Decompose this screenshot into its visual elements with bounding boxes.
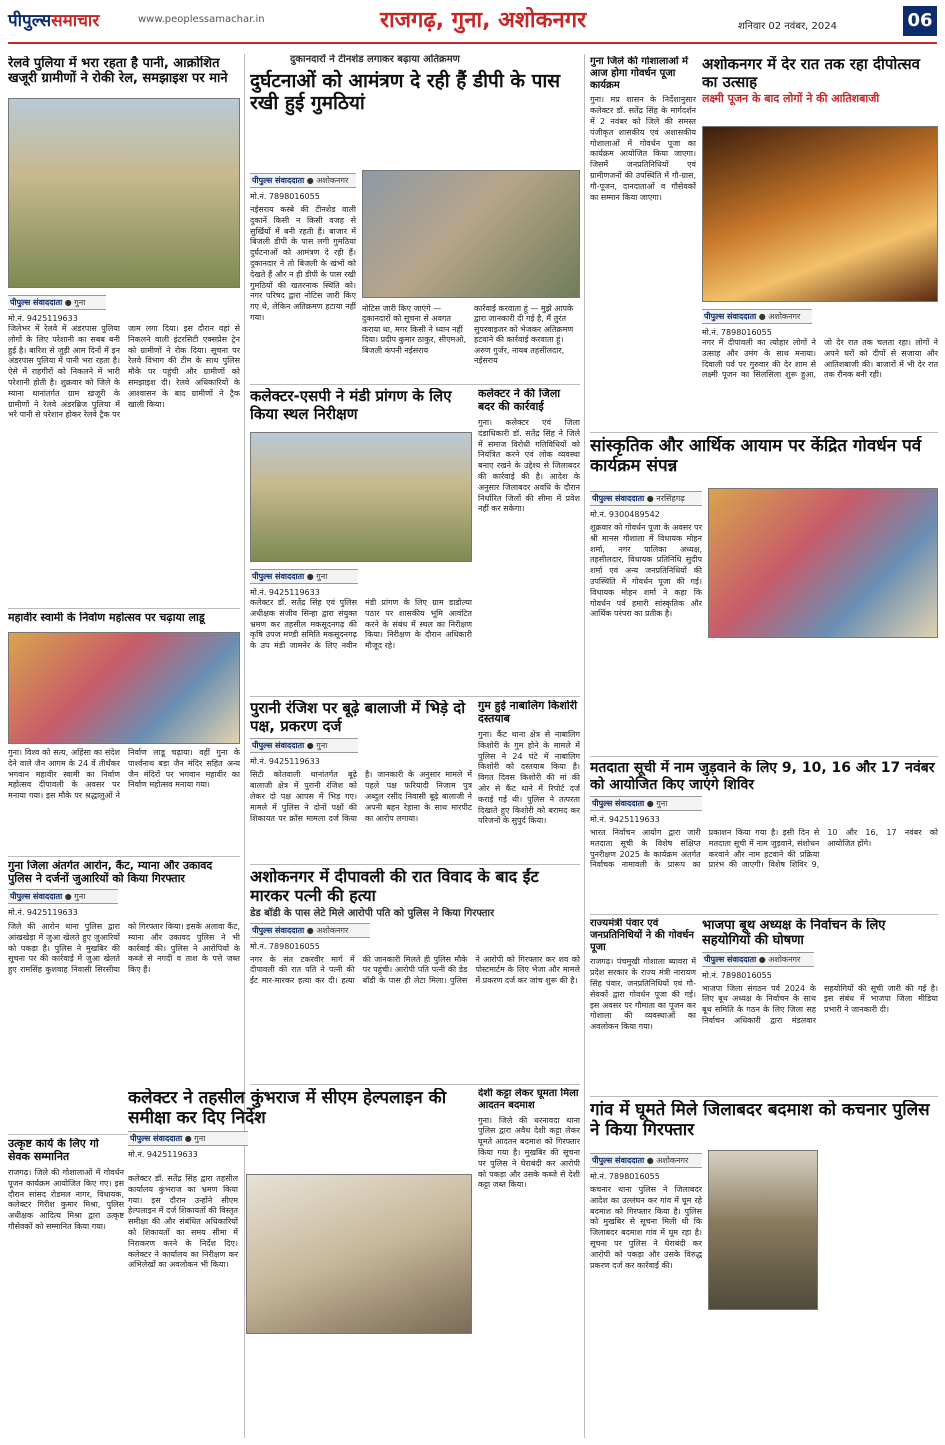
headline: गुम हुई नाबालिग किशोरी दस्तयाब	[478, 700, 578, 725]
article-collector-mandi[interactable]	[250, 388, 472, 692]
headline: राज्यमंत्री पंवार एवं जनप्रतिनिधियों ने की गोवर्धन पूजा	[590, 918, 694, 953]
byline-place: गुना	[194, 1134, 206, 1144]
logo-accent: समाचार	[51, 11, 100, 31]
byline: पीपुल्स संवाददाता ● गुना	[8, 889, 118, 904]
headline: अशोकनगर में दीपावली की रात विवाद के बाद ईंट मारकर पत्नी की हत्या	[250, 868, 539, 905]
divider	[250, 1084, 580, 1085]
article-body: जिलेभर में रेलवे में अंडरपास पुलिया लोगों के लिए परेशानी का सबब बनी हुई है। बारिश से जुड़ी आम दिनों में इन अंडरपास पुलिया में पानी भरा रहता है। ऐसे में राहगीरों को निकलने में भारी परेशानी होती है। शुक्रवार को जिले के म्याना थानांतर्गत ग्राम खजूरी के ग्रामीणों ने रेलवे अंडरब्रिज पुलिया में भरे पानी से परेशान होकर रेलवे ट्रैक पर जाम लगा दिया। इस दौरान वहां से निकलने वाली इंटरसिटी एक्सप्रेस ट्रेन को ग्रामीणों ने रोक दिया। सूचना पर रेलवे विभाग की टीम के साथ पुलिस मौके पर पहुंची और ग्रामीणों को समझाइश दी। रेलवे अधिकारियों के आश्वासन के बाद ग्रामीणों ने ट्रैक खाली किया।	[8, 324, 240, 420]
divider	[250, 864, 580, 865]
logo-main: पीपुल्स	[8, 11, 52, 31]
caption-notice: नोटिस जारी किए जाएंगे — दुकानदारों को सूचना से अवगत कराया था, मगर किसी ने ध्यान नहीं दिया। प्रदीप कुमार ठाकुर, सीएमओ, बिजली कंपनी नईसराय	[362, 304, 467, 355]
mobile-number: मो.नं. 7898016055	[250, 941, 320, 951]
section-title: राजगढ़, गुना, अशोकनगर	[380, 8, 587, 33]
column-rule	[584, 54, 585, 1438]
divider	[590, 1096, 938, 1097]
helpline-photo	[246, 1174, 472, 1334]
caption-action: कार्रवाई करवाता हूं — मुझे आपके द्वारा जानकारी दी गई है, मैं तुरंत सुपरवाइजर को भेजकर अतिक्रमण हटवाने की कार्रवाई करवाता हूं। अरुण गुर्जर, नायब तहसीलदार, नईसराय	[474, 304, 574, 365]
byline-place: अशोकनगर	[656, 1156, 689, 1165]
article-body: नगर में दीपावली का त्योहार लोगों ने उत्साह और उमंग के साथ मनाया। दिवाली पर्व पर गुरुवार की देर शाम से लक्ष्मी पूजन का सिलसिला शुरू हुआ, जो देर रात तक चलता रहा। लोगों ने अपने घरों को दीपों से सजाया और आतिशबाजी की। बाजारों में भी देर रात तक रौनक बनी रही।	[702, 338, 938, 380]
article-missing-girl[interactable]	[478, 700, 580, 860]
byline-paper: पीपुल्स संवाददाता	[10, 298, 63, 307]
article-body: भाजपा जिला संगठन पर्व 2024 के लिए बूथ अध्यक्ष के निर्वाचन के साथ बूथ समिति के गठन के लिए जिला सह निर्वाचन अधिकारी द्वारा मंडलवार सहयोगियों की सूची जारी की गई है। इस संबंध में भाजपा जिला मीडिया प्रभारी ने जानकारी दी।	[702, 983, 938, 1026]
article-encroachment[interactable]	[250, 54, 580, 380]
divider	[8, 608, 240, 609]
byline-place: अशोकनगर	[316, 925, 349, 935]
article-govardhan[interactable]	[590, 436, 938, 752]
headline: रेलवे पुलिया में भरा रहता है पानी, आक्रोशित खजूरी ग्रामीणों ने रोकी रेल, समझाइश पर माने	[8, 56, 228, 87]
mobile-number: मो.नं. 9425119633	[250, 588, 320, 597]
divider	[250, 696, 580, 697]
headline: गुना जिले की गोशालाओं में आज होगा गोवर्धन पूजा कार्यक्रम	[590, 56, 688, 91]
article-minister[interactable]	[590, 918, 696, 1092]
headline: महावीर स्वामी के निर्वाण महोत्सव पर चढ़ाया लाडू	[8, 612, 205, 624]
byline: पीपुल्स संवाददाता ● अशोकनगर	[702, 952, 814, 967]
byline-place: गुना	[656, 799, 668, 809]
mobile-number: मो.नं. 9425119633	[250, 757, 320, 767]
headline: दुर्घटनाओं को आमंत्रण दे रही हैं डीपी के पास रखी हुई गुमठियां	[250, 69, 561, 115]
article-katta[interactable]	[478, 1088, 580, 1438]
article-balaji[interactable]	[250, 700, 472, 860]
headline: गांव में घूमते मिले जिलाबदर बदमाश को कचनार पुलिस ने किया गिरफ्तार	[590, 1100, 930, 1141]
article-body: सिटी कोतवाली थानांतर्गत बूढ़े बालाजी क्षेत्र में पुरानी रंजिश को लेकर दो पक्ष आपस में भिड़ गए। मामले में पुलिस ने दोनों पक्षों की शिकायत पर क्रॉस मामला दर्ज किया है। जानकारी के अनुसार मामले में पहले पक्ष फरियादी निजाम पुत्र अब्दुल रसीद निवासी बूढ़े बालाजी ने अपनी बहन रेहाना के साथ मारपीट का आरोप लगाया।	[250, 770, 472, 823]
byline-place: गुना	[74, 298, 86, 307]
article-mahavir[interactable]	[8, 612, 240, 852]
article-bjp[interactable]	[702, 918, 938, 1092]
article-zilabadar[interactable]	[478, 388, 580, 692]
mobile-number: मो.नं. 9425119633	[8, 907, 78, 917]
subhead: लक्ष्मी पूजन के बाद लोगों ने की आतिशबाजी	[702, 92, 880, 106]
badmash-photo	[708, 1150, 818, 1310]
govardhan-photo	[708, 488, 938, 638]
byline: पीपुल्स संवाददाता ● गुना	[128, 1131, 248, 1146]
byline-place: अशोकनगर	[768, 312, 801, 321]
article-voter[interactable]	[590, 760, 938, 910]
byline: पीपुल्स संवाददाता ● गुना	[250, 738, 358, 753]
deepotsav-photo	[702, 126, 938, 302]
byline-paper: पीपुल्स संवाददाता	[252, 925, 305, 935]
byline: पीपुल्स संवाददाता ● अशोकनगर	[250, 173, 356, 188]
article-goshala[interactable]	[590, 56, 696, 386]
article-body: जिले की आरोन थाना पुलिस द्वारा आंखखेड़ा में जुआ खेलते हुए जुआरियों को पकड़ा है। पुलिस ने मुखबिर की सूचना पर की कार्रवाई में जुआ खेलते हुए रामसिंह कुशवाह निवासी सिरसीया को गिरफ्तार किया। इसके अलावा कैंट, म्याना और उकावद पुलिस ने भी कार्रवाई की। पुलिस ने आरोपियों के कब्जे से नगदी व ताश के पत्ते जब्त किए हैं।	[8, 921, 240, 975]
page-number: 06	[903, 6, 937, 36]
headline: सांस्कृतिक और आर्थिक आयाम पर केंद्रित गोवर्धन पर्व कार्यक्रम संपन्न	[590, 436, 922, 477]
kicker: दुकानदारों ने टीनशेड लगाकर बढ़ाया अतिक्रमण	[290, 54, 460, 65]
article-body: राजगढ़। जिले की गोशालाओं में गोवर्धन पूजन कार्यक्रम आयोजित किए गए। इस दौरान सांसद रोडमल नागर, विधायक, कलेक्टर गिरीश कुमार मिश्रा, पुलिस अधीक्षक आदित्य मिश्रा द्वारा उत्कृष्ट गौसेवकों को सम्मानित किया गया।	[8, 1167, 124, 1231]
article-body: कलेक्टर डॉ. सतेंद्र सिंह द्वारा तहसील कार्यालय कुंभराज का भ्रमण किया गया। इस दौरान उन्होंने सीएम हेल्पलाइन में दर्ज शिकायतों की विस्तृत समीक्षा की और संबंधित अधिकारियों को शिकायतों का समय सीमा में निराकरण करने के निर्देश दिए। कलेक्टर ने कार्यालय का निरीक्षण कर अभिलेखों का अवलोकन भी किया।	[128, 1174, 238, 1270]
headline: मतदाता सूची में नाम जुड़वाने के लिए 9, 10, 16 और 17 नवंबर को आयोजित किए जाएंगे शिविर	[590, 760, 935, 793]
headline: उत्कृष्ट कार्य के लिए गो सेवक सम्मानित	[8, 1138, 99, 1163]
byline: पीपुल्स संवाददाता ● गुना	[8, 295, 106, 310]
headline: गुना जिला अंतर्गत आरोन, कैंट, म्याना और उकावद पुलिस ने दर्जनों जुआरियों को किया गिरफ्तार	[8, 860, 213, 885]
article-body: गुना। मप्र शासन के निर्देशानुसार कलेक्टर डॉ. सतेंद्र सिंह के मार्गदर्शन में 2 नवंबर को जिले की समस्त पंजीकृत शासकीय एवं अशासकीय गोशालाओं में गोवर्धन पूजा का कार्यक्रम आयोजित किया जाएगा। जिसमें जनप्रतिनिधियों एवं ग्रामीणजनों की उपस्थिति में गौ-ग्रास, गौ-पूजन, दानदाताओं व गौसेवकों का सम्मान किया जाएगा।	[590, 95, 696, 202]
byline-place: नरसिंहगढ़	[656, 494, 685, 503]
byline-place: गुना	[316, 741, 328, 751]
article-body: नईसराय कस्बे की टीनशेड वाली दुकानें किसी न किसी वजह से सुर्खियों में बनी रहती हैं। बाजार में बिजली डीपी के पास लगी गुमठियां दुर्घटनाओं को आमंत्रण दे रही हैं। दुकानदार ने तो बिजली के खंभों को देखते हैं और न ही डीपी के पास रखी गुमठियों की खतरनाक स्थिति को। नगर परिषद द्वारा नोटिस जारी किए गए थे, लेकिन अतिक्रमण हटाया नहीं गया।	[250, 205, 356, 322]
newspaper-logo[interactable]	[8, 8, 99, 31]
byline-paper: पीपुल्स संवाददाता	[704, 954, 757, 964]
article-body: नगर के संत टकरवीर मार्ग में दीपावली की रात पति ने पत्नी की ईंट मार-मारकर हत्या कर दी। हत्या की जानकारी मिलते ही पुलिस मौके पर पहुंची। आरोपी पति पत्नी की डेड बॉडी के पास ही लेटा मिला। पुलिस ने आरोपी को गिरफ्तार कर शव को पोस्टमार्टम के लिए भेजा और मामले में प्रकरण दर्ज कर जांच शुरू की है।	[250, 954, 580, 986]
mandi-photo	[250, 432, 472, 562]
article-body: राजगढ़। पंचमुखी गोशाला ब्यावरा में प्रदेश सरकार के राज्य मंत्री नारायण सिंह पंवार, जनप्रतिनिधियों एवं गौ-सेवकों द्वारा गोवर्धन पूजा की गई। इस अवसर पर गौमाता का पूजन कर गोशाला की व्यवस्थाओं का अवलोकन किया गया।	[590, 957, 696, 1032]
divider	[590, 756, 938, 757]
byline-place: अशोकनगर	[316, 176, 349, 185]
article-body: गुना। कैंट थाना क्षेत्र से नाबालिग किशोरी के गुम होने के मामले में पुलिस ने 24 घंटे में नाबालिग किशोरी को दस्तयाब किया है। विगत दिवस किशोरी की मां की ओर से कैंट थाने में रिपोर्ट दर्ज कराई गई थी। पुलिस ने तत्परता दिखाते हुए किशोरी को बरामद कर परिजनों के सुपुर्द किया।	[478, 729, 580, 826]
byline-place: गुना	[74, 891, 86, 901]
website-link[interactable]: www.peoplessamachar.in	[138, 14, 265, 25]
issue-date: शनिवार 02 नवंबर, 2024	[738, 21, 837, 32]
article-body: कचनार थाना पुलिस ने जिलाबदर आदेश का उल्लंघन कर गांव में घूम रहे बदमाश को गिरफ्तार किया है। पुलिस को मुखबिर से सूचना मिली थी कि जिलाबदर बदमाश गांव में घूम रहा है। सूचना पर पुलिस ने घेराबंदी कर आरोपी को पकड़ा और उसके विरुद्ध प्रकरण दर्ज कर कार्रवाई की।	[590, 1185, 702, 1270]
mobile-number: मो.नं. 7898016055	[250, 192, 320, 201]
byline-paper: पीपुल्स संवाददाता	[592, 494, 645, 503]
article-body: शुक्रवार को गोवर्धन पूजा के अवसर पर श्री मानस गौशाला में विधायक मोहन शर्मा, नगर पालिका अध्यक्ष, तहसीलदार, विधायक प्रतिनिधि सुदीप शर्मा एवं अन्य जनप्रतिनिधियों की उपस्थिति में गोवर्धन पूजा की गई। विधायक मोहन शर्मा ने कहा कि गोवर्धन पर्व हमारी सांस्कृतिक और आर्थिक परंपरा का प्रतीक है।	[590, 523, 702, 619]
mobile-number: मो.नं. 7898016055	[702, 970, 772, 980]
byline-paper: पीपुल्स संवाददाता	[10, 891, 63, 901]
byline-paper: पीपुल्स संवाददाता	[252, 572, 305, 581]
article-cm-helpline[interactable]	[128, 1088, 472, 1438]
byline-place: अशोकनगर	[768, 954, 801, 964]
headline: देशी कट्टा लेकर घूमता मिला आदतन बदमाश	[478, 1088, 579, 1111]
byline-place: गुना	[316, 572, 328, 581]
byline: पीपुल्स संवाददाता ● अशोकनगर	[702, 309, 812, 324]
divider	[8, 856, 240, 857]
article-utkrisht[interactable]	[8, 1138, 124, 1438]
headline: अशोकनगर में देर रात तक रहा दीपोत्सव का उत्साह	[702, 56, 921, 91]
headline: कलेक्टर ने की जिला बदर की कार्रवाई	[478, 388, 561, 413]
byline-paper: पीपुल्स संवाददाता	[252, 741, 305, 751]
divider	[590, 432, 938, 433]
byline: पीपुल्स संवाददाता ● नरसिंहगढ़	[590, 491, 702, 506]
article-body: गुना। जिले की धरनावदा थाना पुलिस द्वारा अवैध देशी कट्टा लेकर घूमते आदतन बदमाश को गिरफ्तार किया गया है। मुखबिर की सूचना पर पुलिस ने घेराबंदी कर आरोपी को पकड़ा और उसके कब्जे से देशी कट्टा जब्त किया।	[478, 1115, 580, 1190]
encroachment-photo	[362, 170, 580, 298]
byline: पीपुल्स संवाददाता ● गुना	[590, 796, 702, 811]
byline-paper: पीपुल्स संवाददाता	[592, 799, 645, 809]
railway-photo	[8, 98, 240, 288]
article-body: गुना। कलेक्टर एवं जिला दंडाधिकारी डॉ. सतेंद्र सिंह ने जिले में समाज विरोधी गतिविधियों को नियंत्रित करने एवं लोक व्यवस्था बनाए रखने के उद्देश्य से जिलाबदर की कार्रवाई की है। आदेश के अनुसार जिलाबदर अवधि के दौरान निर्धारित जिलों की सीमा में प्रवेश नहीं कर सकेगा।	[478, 417, 580, 514]
article-badmash[interactable]	[590, 1100, 938, 1438]
byline: पीपुल्स संवाददाता ● गुना	[250, 569, 358, 584]
article-body: गुना। विश्व को सत्य, अहिंसा का संदेश देने वाले जैन आगम के 24 वें तीर्थंकर भगवान महावीर स्वामी का निर्वाण महोत्सव दीपावली के अवसर पर मनाया गया। इस मौके पर श्रद्धालुओं ने निर्वाण लाडू चढ़ाया। वहीं गुना के पार्श्वनाथ बड़ा जैन मंदिर सहित अन्य जैन मंदिरों पर भगवान महावीर का निर्वाण महोत्सव मनाया गया।	[8, 748, 240, 801]
headline: भाजपा बूथ अध्यक्ष के निर्वाचन के लिए सहयोगियों की घोषणा	[702, 918, 886, 949]
byline: पीपुल्स संवाददाता ● अशोकनगर	[250, 923, 370, 938]
mobile-number: मो.नं. 7898016055	[590, 1172, 660, 1181]
article-murder[interactable]	[250, 868, 580, 1080]
byline-paper: पीपुल्स संवाददाता	[130, 1134, 183, 1144]
article-body: भारत निर्वाचन आयोग द्वारा जारी मतदाता सूची के विशेष संक्षिप्त पुनरीक्षण 2025 के कार्यक्रम अंतर्गत निर्वाचक नामावली के प्रारूप का प्रकाशन किया गया है। इसी दिन से मतदाता सूची में नाम जुड़वाने, संशोधन करवाने और नाम हटवाने की प्रक्रिया प्रारंभ की जाएगी। विशेष शिविर 9, 10 और 16, 17 नवंबर को आयोजित होंगे।	[590, 828, 938, 870]
article-body: कलेक्टर डॉ. सतेंद्र सिंह एवं पुलिस अधीक्षक संजीव सिन्हा द्वारा संयुक्त भ्रमण कर तहसील मकसूदनगढ़ की कृषि उपज मण्डी समिति मकसूदनगढ़ के उप मंडी जामनेर के लिए नवीन मंडी प्रांगण के लिए ग्राम डाडोल्या पठार पर शासकीय भूमि आवंटित करने के संबंध में स्थल का निरीक्षण किया। निरीक्षण के दौरान अधिकारी मौजूद रहे।	[250, 598, 472, 651]
byline: पीपुल्स संवाददाता ● अशोकनगर	[590, 1153, 702, 1168]
headline: कलेक्टर ने तहसील कुंभराज में सीएम हेल्पलाइन की समीक्षा कर दिए निर्देश	[128, 1088, 447, 1129]
mobile-number: मो.नं. 9425119633	[128, 1150, 198, 1160]
mobile-number: मो.नं. 7898016055	[702, 328, 772, 337]
mobile-number: मो.नं. 9300489542	[590, 510, 660, 519]
divider	[590, 914, 938, 915]
mahavir-photo	[8, 632, 240, 744]
divider	[250, 384, 580, 385]
byline-paper: पीपुल्स संवाददाता	[592, 1156, 645, 1165]
byline-paper: पीपुल्स संवाददाता	[704, 312, 757, 321]
mobile-number: मो.नं. 9425119633	[590, 815, 660, 825]
article-railway[interactable]	[8, 56, 240, 604]
headline: पुरानी रंजिश पर बूढ़े बालाजी में भिड़े दो पक्ष, प्रकरण दर्ज	[250, 700, 466, 735]
article-deepotsav[interactable]	[702, 56, 938, 428]
byline-paper: पीपुल्स संवाददाता	[252, 176, 305, 185]
headline: कलेक्टर-एसपी ने मंडी प्रांगण के लिए किया स्थल निरीक्षण	[250, 388, 452, 423]
mobile-number: मो.नं. 9425119633	[8, 314, 78, 323]
masthead	[8, 4, 937, 44]
subhead: डेड बॉडी के पास लेटे मिले आरोपी पति को पुलिस ने किया गिरफ्तार	[250, 907, 495, 919]
